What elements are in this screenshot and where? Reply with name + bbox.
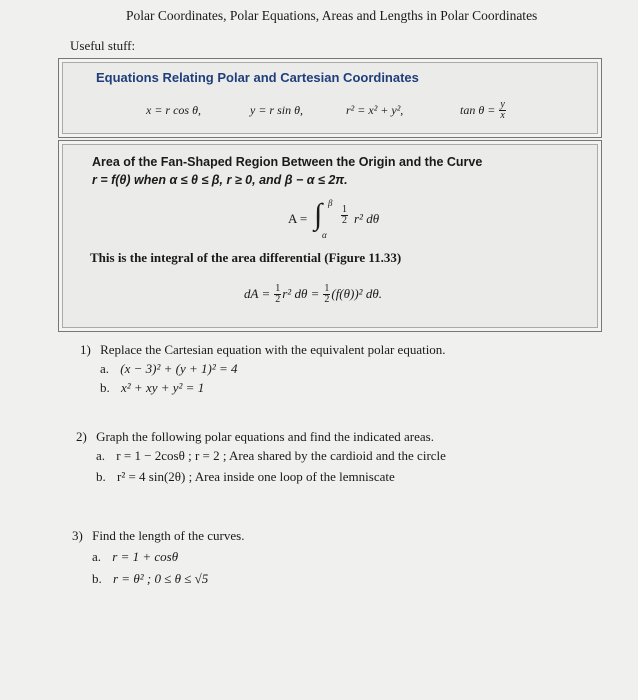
half-fraction	[341, 205, 348, 226]
integral-sign: ∫	[314, 198, 323, 231]
dA-rhs: (f(θ))² dθ.	[331, 286, 382, 301]
question-text: Replace the Cartesian equation with the equivalent polar equation.	[100, 342, 446, 357]
polar-cartesian-heading: Equations Relating Polar and Cartesian Coordinates	[96, 70, 419, 85]
eq-tan-den: x	[500, 109, 505, 121]
question-number: 2)	[76, 429, 87, 444]
question-1a	[100, 361, 238, 377]
page-title: Polar Coordinates, Polar Equations, Areas and Lengths in Polar Coordinates	[126, 8, 538, 23]
item-label: a.	[100, 361, 110, 376]
eq-tan-num: y	[500, 98, 505, 110]
question-text: Graph the following polar equations and find the indicated areas.	[96, 429, 434, 444]
question-1	[80, 342, 446, 358]
area-differential-note: This is the integral of the area differential (Figure 11.33)	[90, 250, 402, 265]
item-text: r = 1 − 2cosθ ; r = 2 ; Area shared by the cardioid and the circle	[116, 448, 446, 463]
item-text: r = θ² ; 0 ≤ θ ≤ √5	[113, 571, 209, 586]
eq-y: y = r sin θ,	[250, 103, 303, 117]
integral-lower-limit: α	[322, 230, 327, 240]
item-label: b.	[96, 469, 106, 484]
item-text: (x − 3)² + (y + 1)² = 4	[120, 361, 238, 376]
useful-stuff-label: Useful stuff:	[70, 38, 136, 53]
item-label: b.	[92, 571, 102, 586]
question-2a	[96, 448, 446, 464]
question-2b	[96, 469, 395, 485]
dA-formula	[244, 277, 382, 311]
question-number: 1)	[80, 342, 91, 357]
eq-tan-lhs: tan θ =	[460, 102, 496, 117]
half-num: 1	[342, 204, 347, 215]
question-number: 3)	[72, 528, 83, 543]
integral-upper-limit: β	[328, 198, 333, 208]
question-3a	[92, 549, 178, 565]
question-1b	[100, 380, 204, 396]
item-label: a.	[96, 448, 106, 463]
area-integral	[288, 196, 438, 240]
question-2	[76, 429, 434, 445]
integrand: r² dθ	[354, 211, 380, 226]
dA-mid: r² dθ =	[282, 286, 320, 301]
area-heading-line1: Area of the Fan-Shaped Region Between the Origin and the Curve	[92, 155, 483, 169]
area-heading-line2: r = f(θ) when α ≤ θ ≤ β, r ≥ 0, and β − α ≤ 2π.	[92, 173, 348, 187]
question-3b	[92, 571, 208, 587]
item-label: a.	[92, 549, 102, 564]
eq-r-squared: r² = x² + y²,	[346, 103, 404, 117]
area-lhs: A =	[288, 211, 308, 226]
eq-x: x = r cos θ,	[146, 103, 201, 117]
item-text: r = 1 + cosθ	[112, 549, 179, 564]
question-3	[72, 528, 244, 544]
item-text: x² + xy + y² = 1	[121, 380, 205, 395]
half-den: 2	[342, 215, 347, 226]
eq-tan	[460, 97, 507, 123]
dA-half-1: $\frac{1}{2}$	[275, 282, 281, 305]
eq-tan-fraction	[499, 100, 505, 121]
item-label: b.	[100, 380, 110, 395]
question-text: Find the length of the curves.	[92, 528, 245, 543]
dA-half-2: $\frac{1}{2}$	[324, 282, 330, 305]
dA-lhs: dA =	[244, 286, 271, 301]
item-text: r² = 4 sin(2θ) ; Area inside one loop of the lemniscate	[117, 469, 395, 484]
